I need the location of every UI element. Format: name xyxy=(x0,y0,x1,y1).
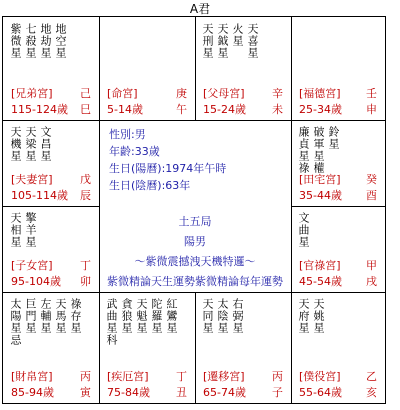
star-name: 廉貞星祿 xyxy=(297,126,310,174)
solar-birth-text: 生日(陽曆):1974年午時 xyxy=(109,162,227,175)
palace-name: [兄弟宮] xyxy=(11,87,53,100)
phrase-text: ～紫微震撼洩天機特邏～ xyxy=(134,255,256,268)
bureau-text: 土五局 xyxy=(178,215,212,228)
earthly-branch: 丑 xyxy=(176,386,187,399)
heavenly-stem: 甲 xyxy=(366,259,377,272)
age-range: 25-34歲 xyxy=(299,103,342,116)
gender-text: 性別:男 xyxy=(109,128,146,141)
star-name: 擎羊星 xyxy=(24,212,37,248)
heavenly-stem: 乙 xyxy=(366,370,377,383)
palace-name: [福德宮] xyxy=(299,87,341,100)
earthly-branch: 酉 xyxy=(366,189,377,202)
star-name: 天機星 xyxy=(9,126,22,162)
heavenly-stem: 癸 xyxy=(366,173,377,186)
star-name: 文曲星 xyxy=(297,212,310,248)
ad-link[interactable]: 紫微精論天生運勢紫微精論每年運勢 xyxy=(107,275,283,288)
age-range: 35-44歲 xyxy=(299,189,342,202)
star-list xyxy=(9,126,51,162)
star-name: 紫微星 xyxy=(9,23,22,59)
earthly-branch: 亥 xyxy=(366,386,377,399)
star-name: 陀羅星 xyxy=(150,298,163,334)
star-name: 紅鸞星 xyxy=(165,298,178,334)
star-name: 天同星 xyxy=(201,298,214,334)
star-name: 天府星 xyxy=(297,298,310,334)
palace-cell xyxy=(99,292,195,403)
star-name: 巨門星 xyxy=(24,298,37,334)
star-name: 天喜星 xyxy=(246,23,259,59)
center-info-panel xyxy=(99,120,291,292)
star-name: 左輔星 xyxy=(39,298,52,334)
earthly-branch: 戌 xyxy=(366,275,377,288)
age-range: 15-24歲 xyxy=(203,103,246,116)
age-range: 55-64歲 xyxy=(299,386,342,399)
palace-cell xyxy=(3,206,99,292)
age-range: 115-124歲 xyxy=(11,103,68,116)
age-range: 105-114歲 xyxy=(11,189,68,202)
star-name: 太陽星忌 xyxy=(9,298,22,346)
star-name: 文昌星 xyxy=(39,126,52,162)
earthly-branch: 卯 xyxy=(80,275,91,288)
star-name: 右弼星 xyxy=(231,298,244,334)
heavenly-stem: 辛 xyxy=(272,87,283,100)
star-list xyxy=(297,212,309,248)
age-range: 5-14歲 xyxy=(107,103,143,116)
star-name: 鈴星 xyxy=(327,126,340,150)
star-name: 火星 xyxy=(231,23,244,47)
star-list xyxy=(297,298,324,334)
star-name: 七殺星 xyxy=(24,23,37,59)
palace-cell xyxy=(99,17,195,120)
star-list xyxy=(297,126,339,174)
earthly-branch: 子 xyxy=(272,386,283,399)
star-name: 貪狼星 xyxy=(120,298,133,334)
star-list xyxy=(9,212,36,248)
earthly-branch: 申 xyxy=(366,103,377,116)
star-name: 天魁星 xyxy=(135,298,148,334)
star-name: 天馬星 xyxy=(54,298,67,334)
palace-name: [僕役宮] xyxy=(299,370,341,383)
earthly-branch: 寅 xyxy=(80,386,91,399)
age-text: 年齡:33歲 xyxy=(109,145,160,158)
palace-name: [父母宮] xyxy=(203,87,245,100)
earthly-branch: 未 xyxy=(272,103,283,116)
palace-cell xyxy=(3,292,99,403)
star-name: 天相星 xyxy=(9,212,22,248)
star-list xyxy=(105,298,177,346)
earthly-branch: 辰 xyxy=(80,189,91,202)
star-name: 天梁星 xyxy=(24,126,37,162)
star-name: 天姚星 xyxy=(312,298,325,334)
palace-cell xyxy=(291,120,385,206)
star-name: 地空星 xyxy=(54,23,67,59)
heavenly-stem: 戊 xyxy=(80,173,91,186)
age-range: 75-84歲 xyxy=(107,386,150,399)
palace-name: [官祿宮] xyxy=(299,259,341,272)
age-range: 85-94歲 xyxy=(11,386,54,399)
palace-cell xyxy=(195,292,291,403)
heavenly-stem: 丁 xyxy=(176,370,187,383)
star-name: 地劫星 xyxy=(39,23,52,59)
earthly-branch: 午 xyxy=(176,103,187,116)
star-list xyxy=(9,23,66,59)
age-range: 45-54歲 xyxy=(299,275,342,288)
star-list xyxy=(201,23,258,59)
palace-name: [遷移宮] xyxy=(203,370,245,383)
palace-name: [命宮] xyxy=(107,87,138,100)
heavenly-stem: 丙 xyxy=(272,370,283,383)
ziwei-chart-grid xyxy=(2,16,386,404)
star-list xyxy=(9,298,81,346)
heavenly-stem: 壬 xyxy=(366,87,377,100)
star-name: 破軍星權 xyxy=(312,126,325,174)
palace-cell xyxy=(195,17,291,120)
heavenly-stem: 丙 xyxy=(80,370,91,383)
lunar-birth-text: 生日(陰曆):63年 xyxy=(109,179,191,192)
star-name: 天鉞星 xyxy=(216,23,229,59)
palace-cell xyxy=(3,120,99,206)
palace-name: [子女宮] xyxy=(11,259,53,272)
age-range: 65-74歲 xyxy=(203,386,246,399)
star-name: 天刑星 xyxy=(201,23,214,59)
palace-cell xyxy=(291,206,385,292)
palace-name: [財帛宮] xyxy=(11,370,53,383)
palace-name: [田宅宮] xyxy=(299,173,341,186)
star-name: 武曲星科 xyxy=(105,298,118,346)
star-name: 祿存星 xyxy=(69,298,82,334)
age-range: 95-104歲 xyxy=(11,275,61,288)
palace-cell xyxy=(3,17,99,120)
star-list xyxy=(201,298,243,334)
heavenly-stem: 己 xyxy=(80,87,91,100)
palace-name: [疾厄宮] xyxy=(107,370,149,383)
palace-name: [夫妻宮] xyxy=(11,173,53,186)
chart-title: A君 xyxy=(189,2,211,16)
earthly-branch: 巳 xyxy=(80,103,91,116)
yinyang-text: 陽男 xyxy=(184,235,206,248)
palace-cell xyxy=(291,17,385,120)
star-name: 太陰星 xyxy=(216,298,229,334)
heavenly-stem: 庚 xyxy=(176,87,187,100)
heavenly-stem: 丁 xyxy=(80,259,91,272)
palace-cell xyxy=(291,292,385,403)
